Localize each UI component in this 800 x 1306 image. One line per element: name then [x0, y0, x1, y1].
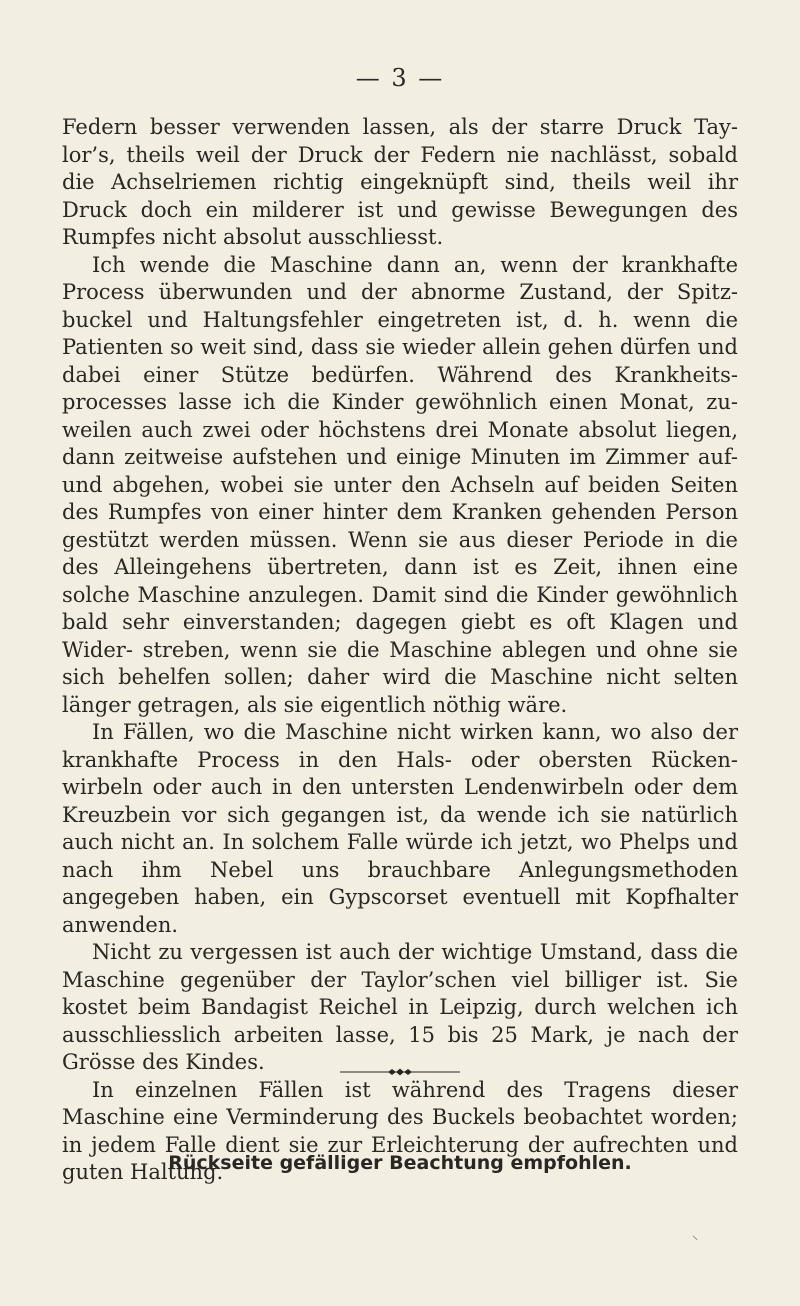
paragraph-1: Federn besser verwenden lassen, als der starre Druck Tay- lor’s, theils weil der Druck der Federn nie nachlässt, sobald die Achselriemen richtig eingeknüpft sind, theils weil ihr Druck doch ein milderer ist und gewisse Bewegungen des Rumpfes nicht absolut ausschliesst. [62, 115, 738, 249]
page-number: — 3 — [355, 64, 445, 92]
body-text [62, 114, 738, 1187]
paragraph-4: Nicht zu vergessen ist auch der wichtige Umstand, dass die Maschine gegenüber der Taylor’schen viel billiger ist. Sie kostet beim Bandagist Reichel in Leipzig, durch welchen ich ausschliesslich arbeiten lasse, 15 bis 25 Mark, je nach der Grösse des Kindes. [62, 940, 738, 1074]
stray-mark-icon: ⸜ [692, 1228, 699, 1242]
divider-ornament [340, 1067, 460, 1077]
paragraph-2: Ich wende die Maschine dann an, wenn der krankhafte Process überwunden und der abnorme Zustand, der Spitz- buckel und Haltungsfehler eingetreten ist, d. h. wenn die Patienten so weit sind, dass sie wieder allein gehen dürfen und dabei einer Stütze bedürfen. Während des Krankheits- processes lasse ich die Kinder gewöhnlich einen Monat, zu- weilen auch zwei oder höchstens drei Monate absolut liegen, dann zeitweise aufstehen und einige Minuten im Zimmer auf- und abgehen, wobei sie unter den Achseln auf beiden Seiten des Rumpfes von einer hinter dem Kranken gehenden Person gestützt werden müssen. Wenn sie aus dieser Periode in die des Alleingehens übertreten, dann ist es Zeit, ihnen eine solche Maschine anzulegen. Damit sind die Kinder gewöhnlich bald sehr einverstanden; dagegen giebt es oft Klagen und Wider- streben, wenn sie die Maschine ablegen und ohne sie sich behelfen sollen; daher wird die Maschine nicht selten länger getragen, als sie eigentlich nöthig wäre. [62, 252, 738, 717]
paragraph-3: In Fällen, wo die Maschine nicht wirken kann, wo also der krankhafte Process in den Hals- oder obersten Rücken- wirbeln oder auch in den untersten Lendenwirbeln oder dem Kreuzbein vor sich gegangen ist, da wende ich sie natürlich auch nicht an. In solchem Falle würde ich jetzt, wo Phelps und nach ihm Nebel uns brauchbare Anlegungsmethoden angegeben haben, ein Gypscorset eventuell mit Kopfhalter anwenden. [62, 720, 738, 937]
footer-note: Rückseite gefälliger Beachtung empfohlen. [168, 1152, 632, 1174]
paragraph-5: In einzelnen Fällen ist während des Tragens dieser Maschine eine Verminderung des Buckels beobachtet worden; in jedem Falle dient sie zur Erleichterung der aufrechten und guten Haltung. [62, 1077, 738, 1184]
